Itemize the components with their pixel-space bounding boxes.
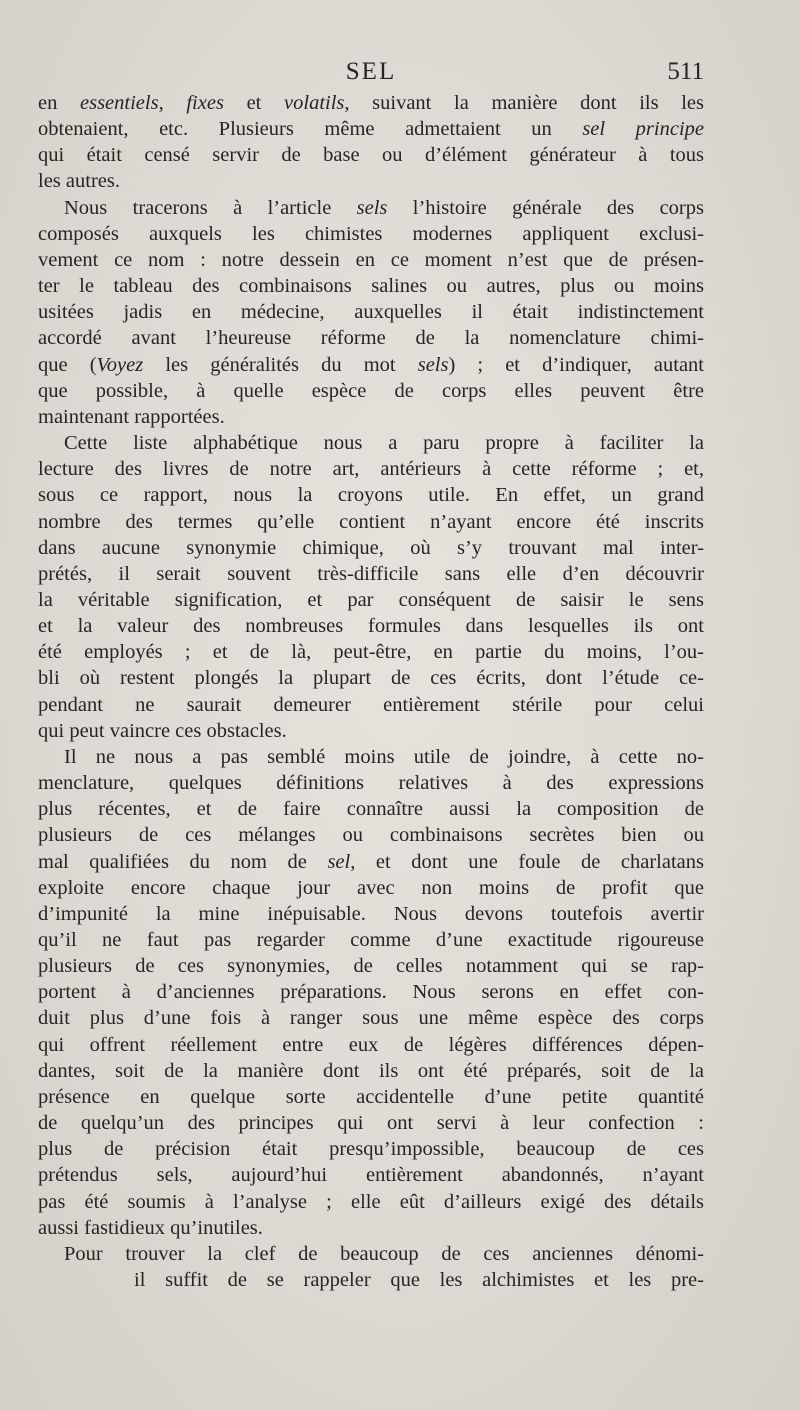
- text-span: qui offrent réellement entre eux de légères différences dépen-: [38, 1033, 704, 1056]
- text-span: de quelqu’un des principes qui ont servi à leur confection :: [38, 1112, 704, 1135]
- text-span: duit plus d’une fois à ranger sous une même espèce des corps: [38, 1007, 704, 1030]
- text-line: [38, 979, 704, 1005]
- text-line: [38, 273, 704, 299]
- text-span: Pour trouver la clef de beaucoup de ces anciennes dénomi-: [64, 1242, 704, 1265]
- text-line: [38, 901, 704, 927]
- text-span: portent à d’anciennes préparations. Nous serons en effet con-: [38, 981, 704, 1004]
- text-span: présence en quelque sorte accidentelle d’une petite quantité: [38, 1085, 704, 1108]
- text-line: [38, 142, 704, 168]
- italic-text: sel: [327, 850, 351, 873]
- text-line: [38, 404, 704, 430]
- text-line: [38, 953, 704, 979]
- text-line: [38, 875, 704, 901]
- text-line: [38, 430, 704, 456]
- text-span: Cette liste alphabétique nous a paru propre à faciliter la: [64, 432, 704, 455]
- text-span: pas été soumis à l’analyse ; elle eût d’ailleurs exigé des détails: [38, 1190, 704, 1213]
- text-line: [38, 509, 704, 535]
- text-span: aussi fastidieux qu’inutiles.: [38, 1216, 263, 1239]
- text-span: les autres.: [38, 170, 120, 193]
- italic-text: Voyez: [96, 353, 144, 376]
- text-line: [38, 1084, 704, 1110]
- text-span: qui peut vaincre ces obstacles.: [38, 719, 287, 742]
- text-line: [38, 665, 704, 691]
- text-span: ) ; et d’indiquer, autant: [448, 353, 704, 376]
- text-line: [38, 561, 704, 587]
- text-line: [38, 1215, 704, 1241]
- text-line: [38, 822, 704, 848]
- text-span: obtenaient, etc. Plusieurs même admettaient un: [38, 118, 583, 141]
- text-span: et: [223, 92, 285, 114]
- italic-text: volatils: [284, 92, 345, 114]
- text-span: bli où restent plongés la plupart de ces écrits, dont l’étude ce-: [38, 667, 704, 690]
- text-line: [38, 849, 704, 875]
- italic-text: essentiels: [80, 92, 159, 114]
- text-span: composés auxquels les chimistes modernes appliquent exclusi-: [38, 222, 704, 245]
- text-span: lecture des livres de notre art, antérieurs à cette réforme ; et,: [38, 458, 704, 481]
- text-span: , suivant la manière dont ils les: [344, 92, 705, 114]
- italic-text: fixes: [186, 92, 224, 114]
- text-span: la véritable signification, et par conséquent de saisir le sens: [38, 588, 704, 611]
- text-span: plusieurs de ces mélanges ou combinaisons secrètes bien ou: [38, 824, 704, 847]
- text-line: [38, 1136, 704, 1162]
- text-span: , et dont une foule de charlatans: [350, 850, 704, 873]
- text-line: [38, 325, 704, 351]
- text-line: [38, 90, 704, 116]
- body-text: [38, 90, 704, 1293]
- text-line: [38, 535, 704, 561]
- text-span: l’histoire générale des corps: [387, 196, 704, 219]
- text-line: [38, 1110, 704, 1136]
- text-line: [38, 299, 704, 325]
- text-span: Il ne nous a pas semblé moins utile de joindre, à cette no-: [64, 745, 704, 768]
- text-span: sous ce rapport, nous la croyons utile. En effet, un grand: [38, 484, 704, 507]
- text-line: [38, 796, 704, 822]
- text-line: [38, 221, 704, 247]
- text-span: plus de précision était presqu’impossible, beaucoup de ces: [38, 1138, 704, 1161]
- text-span: en: [38, 92, 80, 114]
- text-span: menclature, quelques définitions relatives à des expressions: [38, 772, 704, 795]
- text-span: ter le tableau des combinaisons salines ou autres, plus ou moins: [38, 275, 704, 298]
- text-span: mal qualifiées du nom de: [38, 850, 328, 873]
- running-head: SEL: [345, 58, 397, 85]
- text-span: accordé avant l’heureuse réforme de la nomenclature chimi-: [38, 327, 704, 350]
- text-line: [38, 1241, 704, 1267]
- text-span: prétendus sels, aujourd’hui entièrement abandonnés, n’ayant: [38, 1164, 704, 1187]
- text-line: [38, 482, 704, 508]
- italic-text: sels: [356, 196, 388, 219]
- text-span: prétés, il serait souvent très-difficile sans elle d’en découvrir: [38, 562, 704, 585]
- text-span: dans aucune synonymie chimique, où s’y trouvant mal inter-: [38, 536, 704, 559]
- text-span: exploite encore chaque jour avec non moins de profit que: [38, 876, 704, 899]
- text-line: [38, 168, 704, 194]
- text-line: [38, 587, 704, 613]
- text-line: [38, 1189, 704, 1215]
- text-span: maintenant rapportées.: [38, 405, 225, 428]
- text-line: [38, 613, 704, 639]
- text-span: plus récentes, et de faire connaître aussi la composition de: [38, 798, 704, 821]
- text-span: les généralités du mot: [143, 353, 418, 376]
- text-line: [38, 639, 704, 665]
- text-span: que (: [38, 353, 97, 376]
- text-span: et la valeur des nombreuses formules dans lesquelles ils ont: [38, 615, 704, 638]
- text-line: [38, 1032, 704, 1058]
- text-line: [38, 692, 704, 718]
- text-line: [38, 378, 704, 404]
- text-span: usitées jadis en médecine, auxquelles il était indistinctement: [38, 301, 704, 324]
- text-span: été employés ; et de là, peut-être, en partie du moins, l’ou-: [38, 641, 704, 664]
- text-span: d’impunité la mine inépuisable. Nous devons toutefois avertir: [38, 902, 704, 925]
- text-span: vement ce nom : notre dessein en ce moment n’est que de présen-: [38, 248, 704, 271]
- text-span: plusieurs de ces synonymies, de celles notamment qui se rap-: [38, 955, 704, 978]
- text-span: ,: [158, 92, 187, 114]
- italic-text: sel principe: [582, 118, 704, 141]
- text-line: [38, 927, 704, 953]
- page-number: 511: [667, 58, 704, 85]
- text-line: [38, 1005, 704, 1031]
- text-span: il suffit de se rappeler que les alchimistes et les pre-: [134, 1269, 704, 1292]
- text-line: [38, 1162, 704, 1188]
- text-span: Nous tracerons à l’article: [64, 196, 357, 219]
- text-line: [38, 352, 704, 378]
- text-line: [38, 770, 704, 796]
- text-line: [38, 744, 704, 770]
- text-span: qu’il ne faut pas regarder comme d’une exactitude rigoureuse: [38, 929, 704, 951]
- text-line: [38, 718, 704, 744]
- text-line: [38, 247, 704, 273]
- text-line: [38, 195, 704, 221]
- text-line: [38, 1058, 704, 1084]
- page-header: [38, 58, 704, 88]
- text-line: [38, 116, 704, 142]
- text-line: [38, 1267, 704, 1293]
- text-span: que possible, à quelle espèce de corps elles peuvent être: [38, 379, 704, 402]
- text-span: pendant ne saurait demeurer entièrement stérile pour celui: [38, 693, 704, 716]
- text-span: qui était censé servir de base ou d’élément générateur à tous: [38, 144, 704, 167]
- text-span: nombre des termes qu’elle contient n’ayant encore été inscrits: [38, 510, 704, 533]
- italic-text: sels: [417, 353, 449, 376]
- text-line: [38, 456, 704, 482]
- text-span: dantes, soit de la manière dont ils ont été préparés, soit de la: [38, 1059, 704, 1082]
